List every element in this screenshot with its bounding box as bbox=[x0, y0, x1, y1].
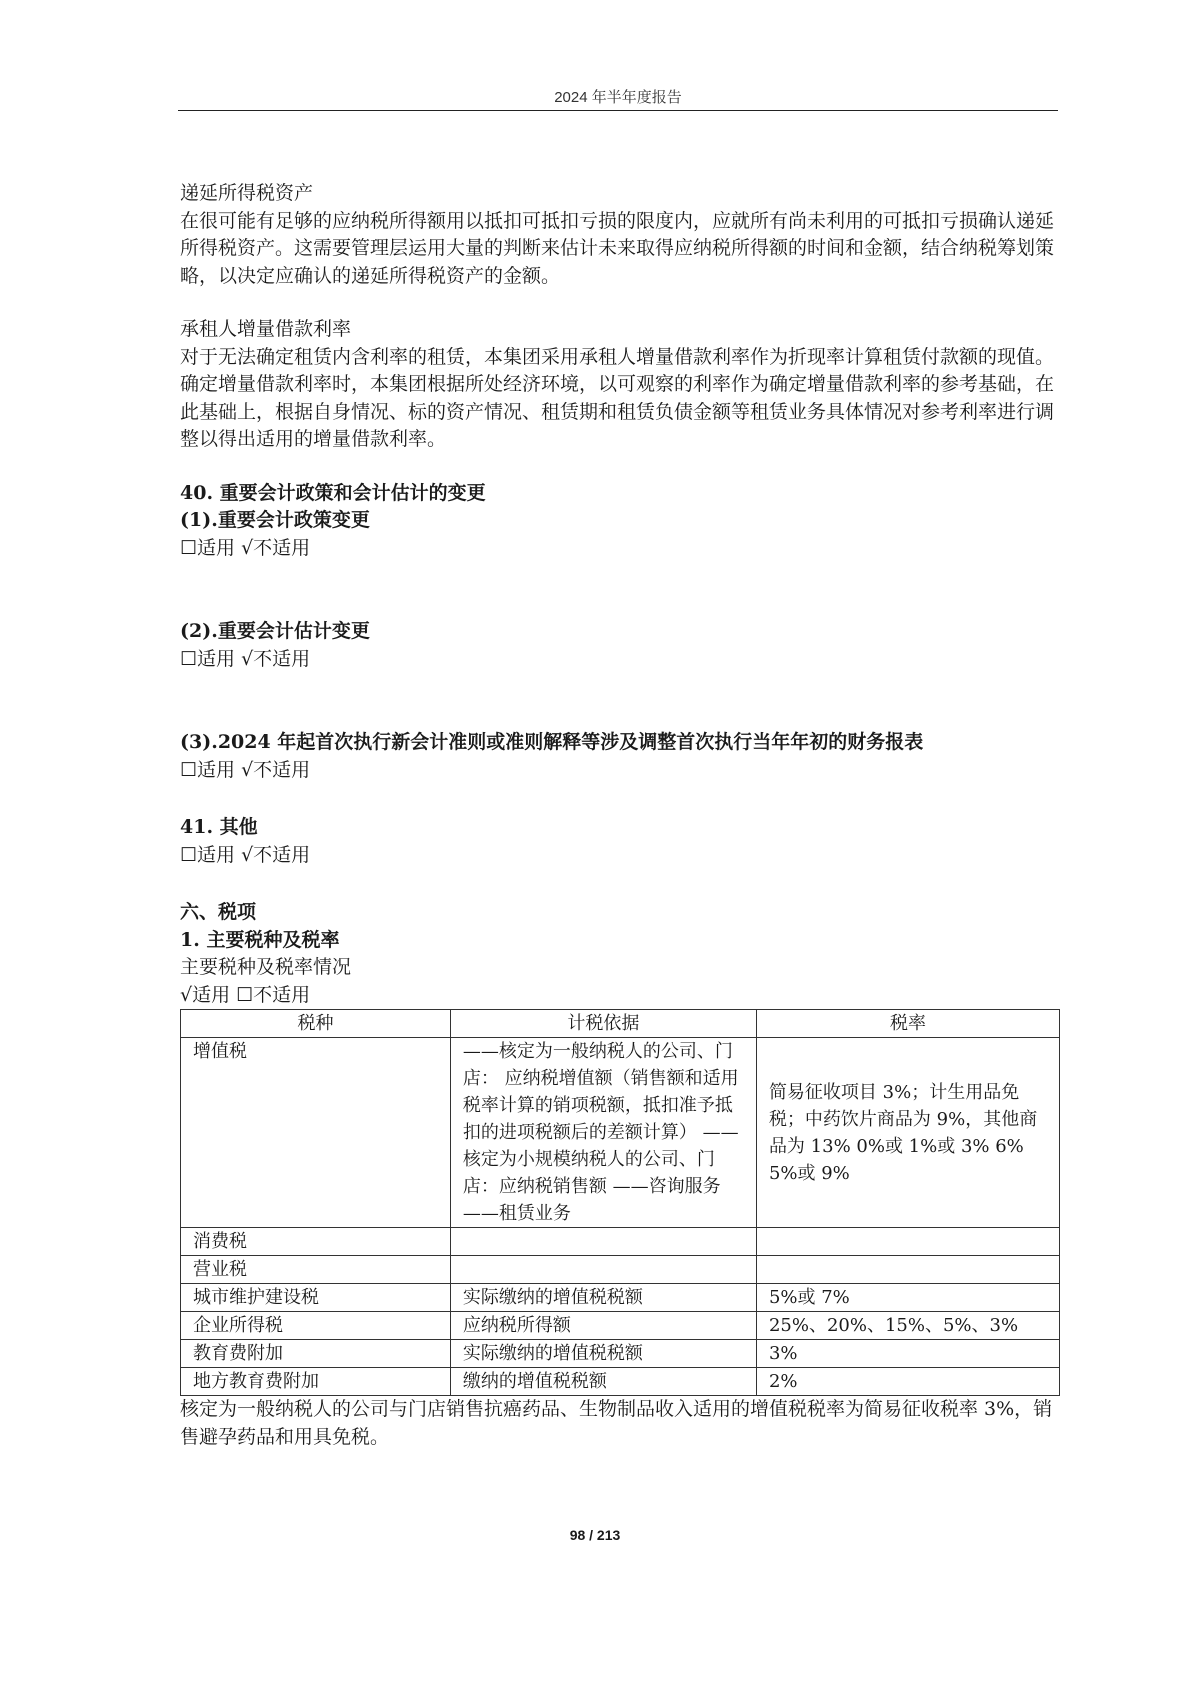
section-41-title: 41. 其他 bbox=[180, 816, 258, 838]
table-row bbox=[181, 1228, 1060, 1256]
tax-type-cell: 营业税 bbox=[181, 1256, 451, 1284]
tax-type-cell: 增值税 bbox=[181, 1038, 451, 1228]
page-content bbox=[180, 180, 1060, 1451]
header-divider bbox=[178, 110, 1058, 111]
page-number: 98 / 213 bbox=[569, 1527, 621, 1543]
section-6-1-title: 1. 主要税种及税率 bbox=[180, 928, 340, 951]
rate-cell: 2% bbox=[756, 1368, 1059, 1396]
table-row bbox=[181, 1312, 1060, 1340]
deferred-tax-body: 在很可能有足够的应纳税所得额用以抵扣可抵扣亏损的限度内，应就所有尚未利用的可抵扣亏损确认递延所得税资产。这需要管理层运用大量的判断来估计未来取得应纳税所得额的时间和金额，结合纳税筹划策略，以决定应确认的递延所得税资产的金额。 bbox=[180, 209, 1055, 287]
tax-rate-table bbox=[180, 1009, 1060, 1396]
tax-type-cell: 消费税 bbox=[181, 1228, 451, 1256]
rate-cell bbox=[756, 1256, 1059, 1284]
column-header-basis: 计税依据 bbox=[450, 1010, 756, 1038]
basis-cell: 缴纳的增值税税额 bbox=[450, 1368, 756, 1396]
section-40-2-option: ☐适用 √不适用 bbox=[180, 647, 311, 670]
basis-cell bbox=[450, 1228, 756, 1256]
lessee-rate-body: 对于无法确定租赁内含利率的租赁，本集团采用承租人增量借款利率作为折现率计算租赁付款额的现值。确定增量借款利率时，本集团根据所处经济环境，以可观察的利率作为确定增量借款利率的参考基础，在此基础上，根据自身情况、标的资产情况、租赁期和租赁负债金额等租赁业务具体情况对参考利率进行调整以得出适用的增量借款利率。 bbox=[180, 345, 1055, 450]
basis-cell: 应纳税所得额 bbox=[450, 1312, 756, 1340]
tax-table-note: 核定为一般纳税人的公司与门店销售抗癌药品、生物制品收入适用的增值税税率为简易征收税率 3%，销售避孕药品和用具免税。 bbox=[180, 1398, 1053, 1448]
rate-cell: 25%、20%、15%、5%、3% bbox=[756, 1312, 1059, 1340]
basis-cell: 实际缴纳的增值税税额 bbox=[450, 1340, 756, 1368]
table-header-row bbox=[181, 1010, 1060, 1038]
column-header-tax-type: 税种 bbox=[181, 1010, 451, 1038]
section-40-3-title: (3).2024 年起首次执行新会计准则或准则解释等涉及调整首次执行当年年初的财务报表 bbox=[180, 731, 924, 753]
section-41-option: ☐适用 √不适用 bbox=[180, 843, 311, 866]
basis-cell bbox=[450, 1256, 756, 1284]
basis-cell: ——核定为一般纳税人的公司、门店： 应纳税增值额（销售额和适用税率计算的销项税额，抵扣准予抵扣的进项税额后的差额计算） ——核定为小规模纳税人的公司、门店：应纳税销售额 ——咨询服务 ——租赁业务 bbox=[450, 1038, 756, 1228]
tax-type-cell: 城市维护建设税 bbox=[181, 1284, 451, 1312]
table-row bbox=[181, 1340, 1060, 1368]
deferred-tax-title: 递延所得税资产 bbox=[180, 182, 314, 204]
rate-cell: 简易征收项目 3%；计生用品免税；中药饮片商品为 9%，其他商品为 13% 0%或 1%或 3% 6% 5%或 9% bbox=[756, 1038, 1059, 1228]
table-row bbox=[181, 1038, 1060, 1228]
tax-type-cell: 企业所得税 bbox=[181, 1312, 451, 1340]
rate-cell: 3% bbox=[756, 1340, 1059, 1368]
column-header-rate: 税率 bbox=[756, 1010, 1059, 1038]
tax-type-cell: 教育费附加 bbox=[181, 1340, 451, 1368]
basis-cell: 实际缴纳的增值税税额 bbox=[450, 1284, 756, 1312]
section-6-1-subtitle: 主要税种及税率情况 bbox=[180, 956, 352, 978]
table-row bbox=[181, 1284, 1060, 1312]
section-40-2-title: (2).重要会计估计变更 bbox=[180, 620, 370, 642]
table-row bbox=[181, 1256, 1060, 1284]
tax-type-cell: 地方教育费附加 bbox=[181, 1368, 451, 1396]
rate-cell bbox=[756, 1228, 1059, 1256]
section-6-1-option: √适用 ☐不适用 bbox=[180, 983, 311, 1006]
section-40-title: 40. 重要会计政策和会计估计的变更 bbox=[180, 481, 486, 504]
lessee-rate-title: 承租人增量借款利率 bbox=[180, 318, 352, 340]
section-40-1-option: ☐适用 √不适用 bbox=[180, 536, 311, 559]
page-header: 2024 年半年度报告 bbox=[554, 89, 682, 106]
rate-cell: 5%或 7% bbox=[756, 1284, 1059, 1312]
section-40-3-option: ☐适用 √不适用 bbox=[180, 758, 311, 781]
table-row bbox=[181, 1368, 1060, 1396]
section-40-1-title: (1).重要会计政策变更 bbox=[180, 509, 370, 531]
section-6-title: 六、税项 bbox=[180, 901, 257, 923]
